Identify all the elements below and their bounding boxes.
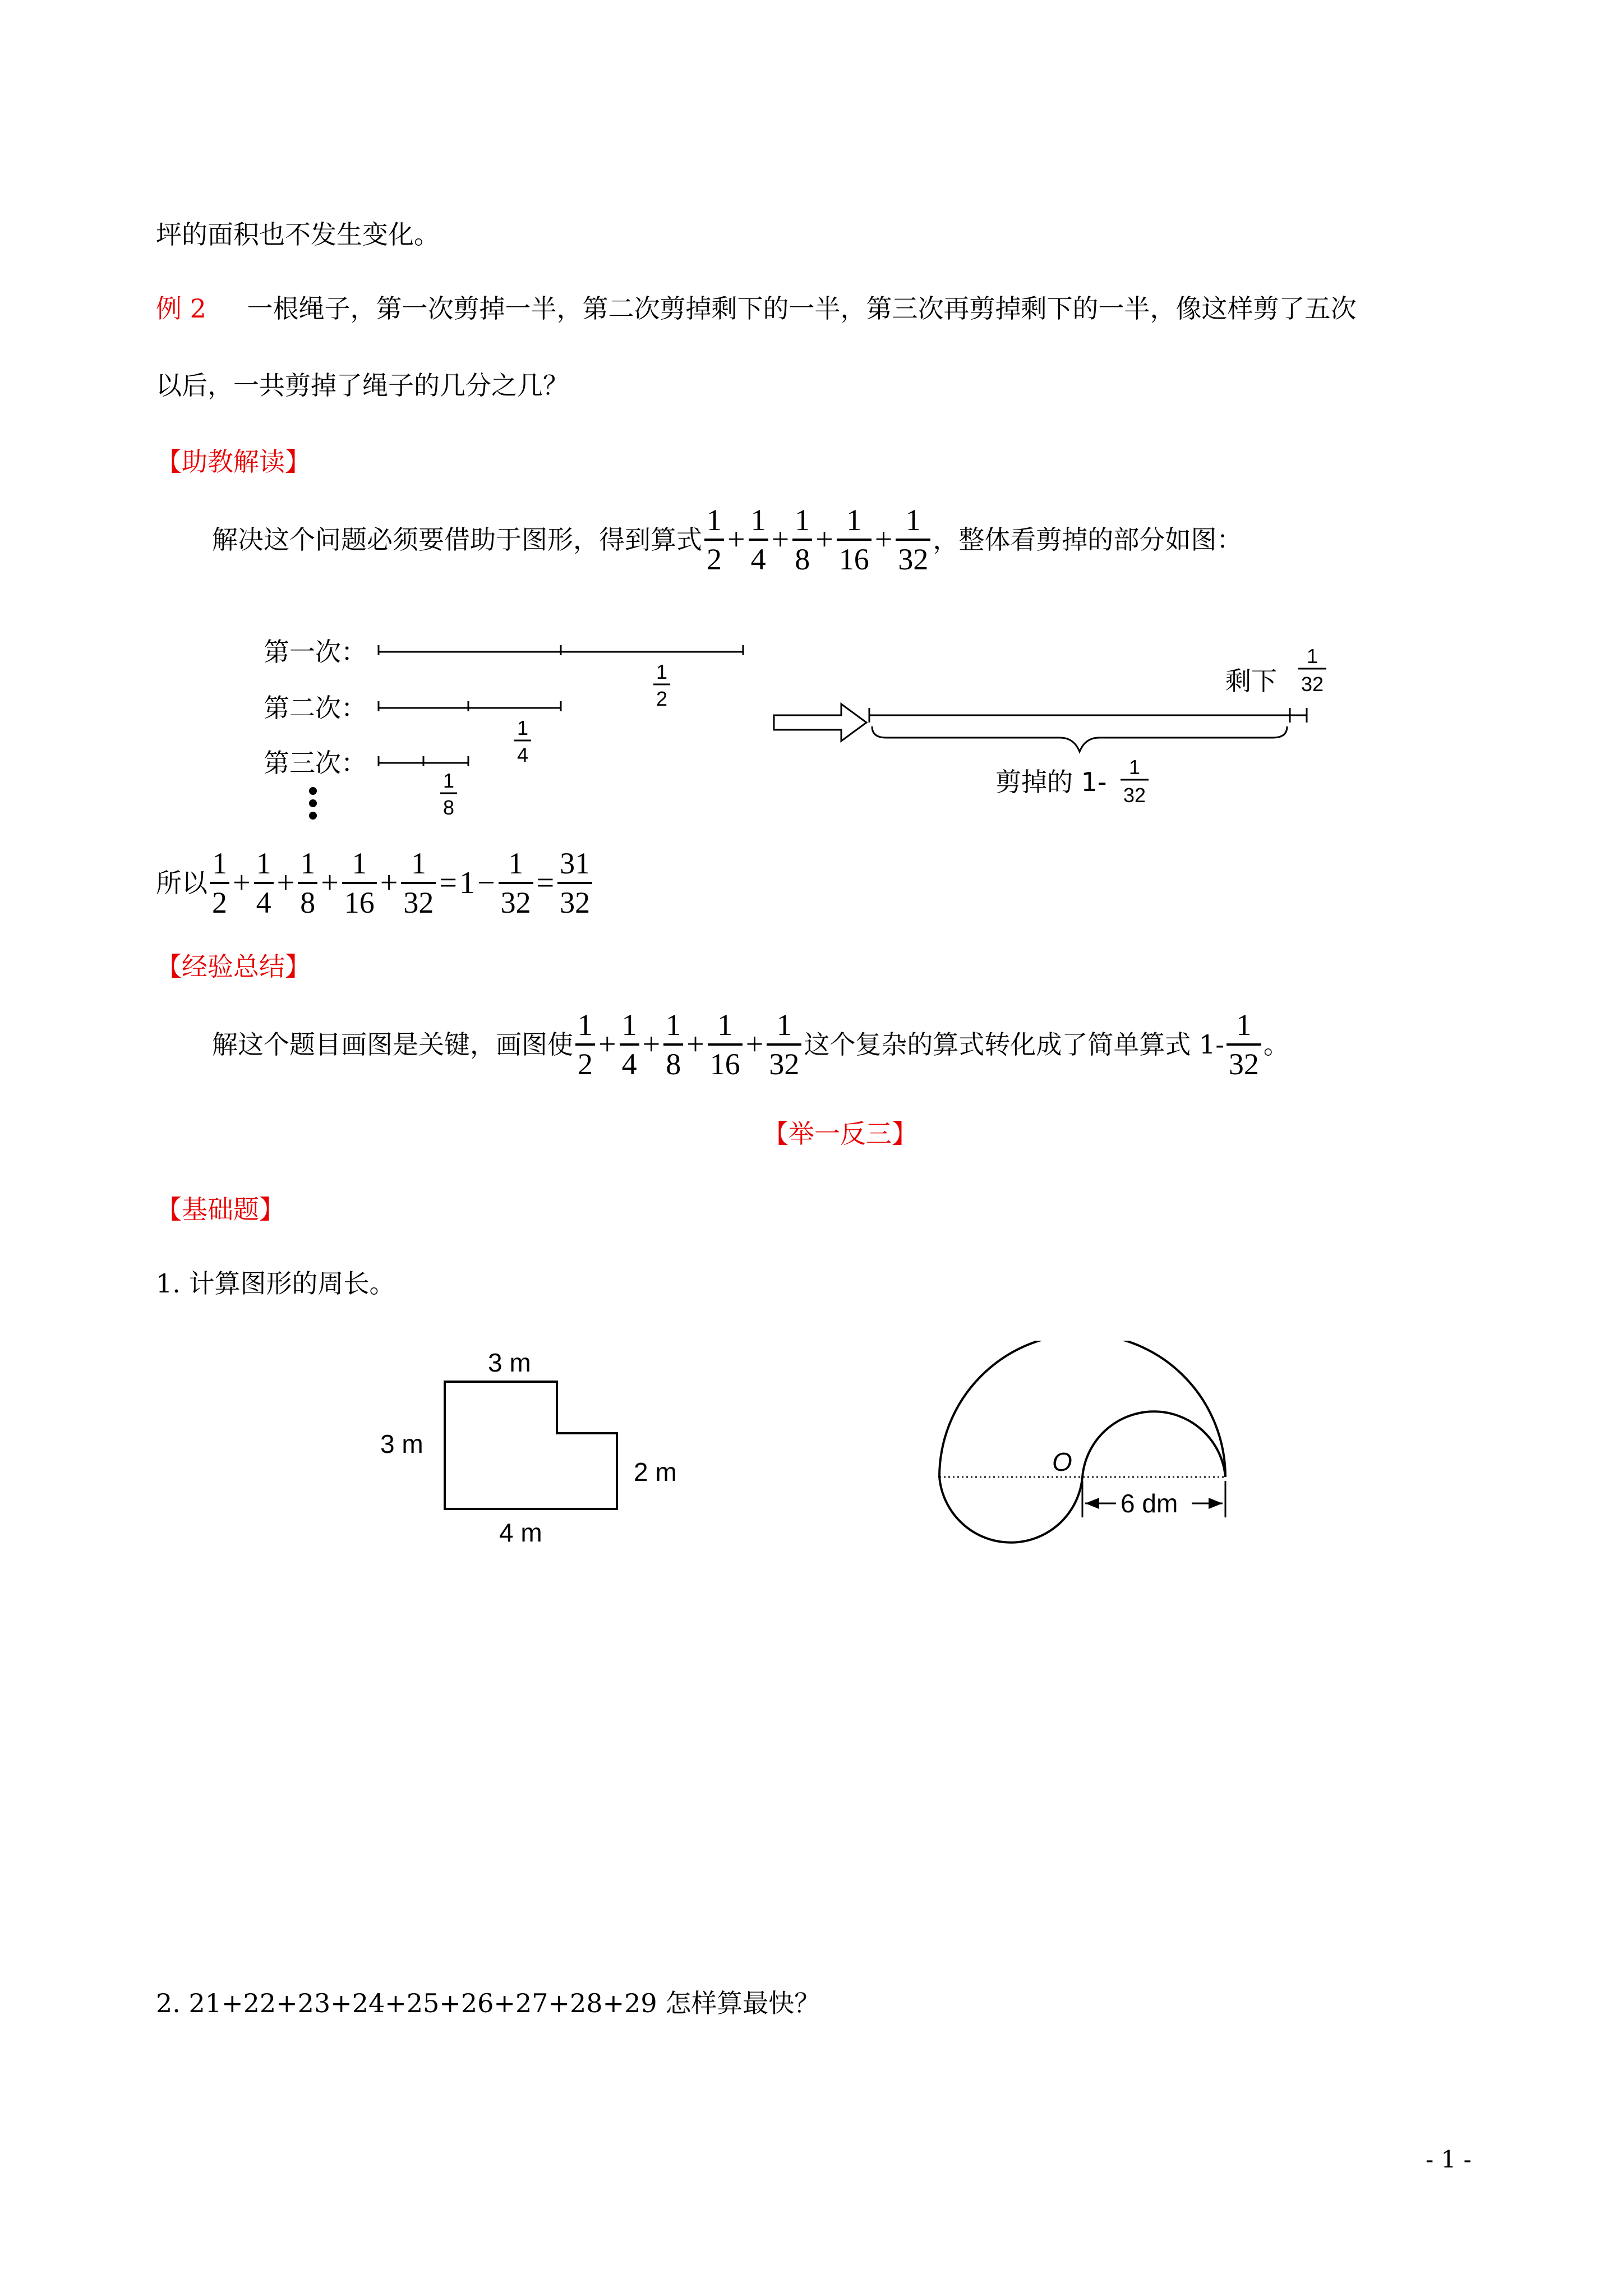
left-length: 3 m (380, 1429, 423, 1458)
center-label: O (1052, 1447, 1072, 1476)
svg-text:4: 4 (517, 743, 529, 766)
remain-label: 剩下 (1225, 666, 1277, 696)
fraction-quarter: $\frac{1}{4}$ (749, 505, 768, 574)
svg-text:8: 8 (442, 796, 455, 819)
top-length: 3 m (488, 1348, 531, 1377)
svg-text:1: 1 (1128, 756, 1141, 779)
assist-paragraph: 解决这个问题必须要借助于图形，得到算式 $\frac{1}{2}$ + $\frac{1}{4}$ + $\frac{1}{8}$ + $\frac{1}{16}$ + $\frac{1}{32}$ ，整体看剪掉的部分如图： (212, 503, 1243, 576)
row2-label: 第二次： (264, 693, 367, 723)
example-text-2: 以后，一共剪掉了绳子的几分之几？ (156, 370, 569, 401)
svg-text:2: 2 (656, 687, 668, 710)
so-prefix: 所以 (156, 868, 208, 898)
svg-text:1: 1 (1306, 645, 1318, 668)
fraction-half: $\frac{1}{2}$ (704, 505, 724, 574)
conclusion-equation: 所以 $\frac{1}{2}$ + $\frac{1}{4}$ + $\frac{1}{8}$ + $\frac{1}{16}$ + $\frac{1}{32}$ = 1 − $\frac{1}{32}$ = $\frac{31}{32}$ (156, 848, 594, 918)
summary-paragraph: 解这个题目画图是关键，画图使 $\frac{1}{2}$ + $\frac{1}{4}$ + $\frac{1}{8}$ + $\frac{1}{16}$ + $\frac{1}{32}$ 这个复杂的算式转化成了简单算式 1- $\frac{1}{32}$ 。 (212, 1008, 1289, 1081)
section-summary-heading: 【经验总结】 (156, 951, 311, 982)
cut-label: 剪掉的 1- (995, 767, 1107, 797)
svg-text:32: 32 (1123, 784, 1146, 807)
section-assist-heading: 【助教解读】 (156, 447, 311, 477)
right-length: 2 m (634, 1457, 677, 1487)
example-text-1: 一根绳子，第一次剪掉一半，第二次剪掉剩下的一半，第三次再剪掉剩下的一半，像这样剪了五次 (247, 293, 1357, 324)
row1-label: 第一次： (264, 637, 367, 667)
l-shape-figure (370, 1341, 729, 1554)
row3-label: 第三次： (264, 748, 367, 778)
fraction-sixteenth: $\frac{1}{16}$ (837, 505, 872, 574)
summary-text-middle: 这个复杂的算式转化成了简单算式 1- (804, 1029, 1224, 1060)
assist-text-after: ，整体看剪掉的部分如图： (933, 524, 1243, 555)
assist-text: 解决这个问题必须要借助于图形，得到算式 (212, 524, 702, 555)
summary-text: 解这个题目画图是关键，画图使 (212, 1029, 573, 1060)
question-2: 2. 21+22+23+24+25+26+27+28+29 怎样算最快？ (156, 1988, 820, 2018)
page-number: - 1 - (1426, 2146, 1472, 2173)
semicircle-figure (920, 1341, 1267, 1565)
svg-text:32: 32 (1301, 673, 1324, 696)
fraction-eighth: $\frac{1}{8}$ (792, 505, 812, 574)
example-2 (156, 293, 1357, 324)
rope-cut-diagram (264, 623, 1340, 836)
section-basic-heading: 【基础题】 (156, 1194, 285, 1225)
svg-text:1: 1 (517, 716, 529, 739)
radius-length: 6 dm (1121, 1489, 1178, 1518)
question-1: 1. 计算图形的周长。 (156, 1268, 395, 1299)
bottom-length: 4 m (499, 1518, 542, 1547)
example-label: 例 2 (156, 293, 206, 324)
fraction-thirtysecond: $\frac{1}{32}$ (896, 505, 930, 574)
svg-text:1: 1 (442, 769, 455, 792)
svg-text:1: 1 (656, 660, 668, 683)
continued-paragraph: 坪的面积也不发生变化。 (156, 219, 440, 250)
section-practice-heading: 【举一反三】 (763, 1119, 917, 1149)
